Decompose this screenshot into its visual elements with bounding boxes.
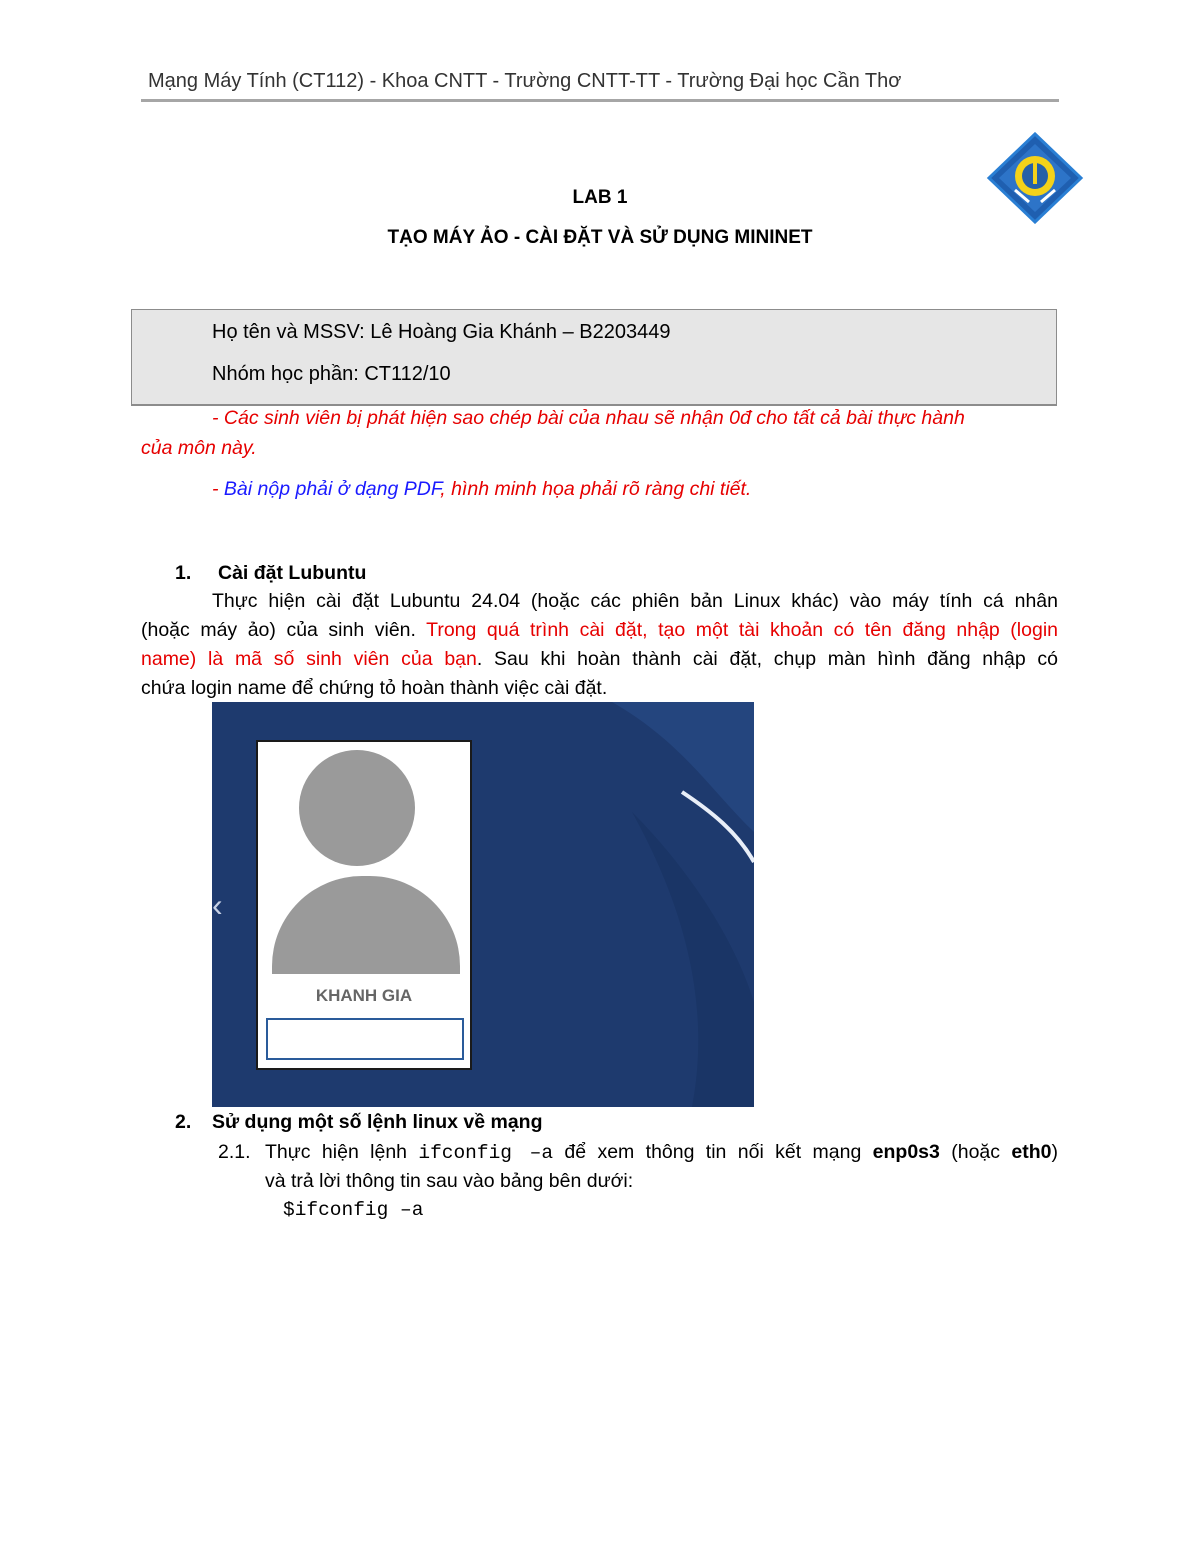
login-username: KHANH GIA xyxy=(315,986,413,1005)
section1-paragraph-line1: Thực hiện cài đặt Lubuntu 24.04 (hoặc các phiên bản Linux khác) vào máy tính cá nhân xyxy=(212,590,1058,612)
section1-paragraph-line2 xyxy=(141,616,1058,645)
illustration-requirement: , hình minh họa phải rõ ràng chi tiết. xyxy=(440,478,752,500)
paragraph-text: (hoặc máy ảo) của sinh viên. xyxy=(141,619,427,641)
instruction-text: ) xyxy=(1051,1141,1058,1163)
university-seal-icon xyxy=(985,132,1085,224)
section2-title: Sử dụng một số lệnh linux về mạng xyxy=(212,1111,543,1133)
login-requirement-cont: name) là mã số sinh viên của bạn xyxy=(141,648,477,670)
instruction-text: Thực hiện lệnh xyxy=(265,1141,419,1163)
section1-title: Cài đặt Lubuntu xyxy=(218,562,367,584)
section1-paragraph-line3 xyxy=(141,645,1058,674)
subsection-line2: và trả lời thông tin sau vào bảng bên dưới: xyxy=(265,1170,634,1192)
subsection-number: 2.1. xyxy=(218,1141,251,1163)
avatar-body-icon xyxy=(272,876,460,974)
login-screenshot xyxy=(212,702,754,1107)
note-dash: - xyxy=(212,478,224,500)
header-divider xyxy=(141,99,1059,102)
login-requirement: Trong quá trình cài đặt, tạo một tài khoản có tên đăng nhập (login xyxy=(426,619,1059,641)
inline-command: ifconfig –a xyxy=(418,1142,554,1164)
previous-user-arrow[interactable]: ‹ xyxy=(212,887,223,923)
command-example: $ifconfig –a xyxy=(283,1199,424,1221)
section2-number: 2. xyxy=(175,1111,192,1133)
lab-number-title: LAB 1 xyxy=(572,187,628,208)
plagiarism-warning-line1: - Các sinh viên bị phát hiện sao chép bài của nhau sẽ nhận 0đ cho tất cả bài thực hành xyxy=(212,407,965,429)
submission-format-note xyxy=(212,475,751,504)
instruction-text: (hoặc xyxy=(939,1141,1012,1163)
user-login-card[interactable] xyxy=(256,740,472,1070)
plagiarism-warning-line2: của môn này. xyxy=(141,437,257,459)
student-name-id: Họ tên và MSSV: Lê Hoàng Gia Khánh – B2203449 xyxy=(212,321,671,343)
password-input[interactable] xyxy=(266,1018,464,1060)
subsection-line1 xyxy=(265,1138,1058,1168)
interface-name: enp0s3 xyxy=(872,1141,940,1163)
paragraph-text: . Sau khi hoàn thành cài đặt, chụp màn hình đăng nhập có xyxy=(476,648,1059,670)
instruction-text: để xem thông tin nối kết mạng xyxy=(553,1141,873,1163)
interface-alt-name: eth0 xyxy=(1011,1141,1052,1163)
section1-number: 1. xyxy=(175,562,192,584)
lab-main-title: TẠO MÁY ẢO - CÀI ĐẶT VÀ SỬ DỤNG MININET xyxy=(387,227,813,248)
avatar-head-icon xyxy=(299,750,415,866)
section1-paragraph-line4: chứa login name để chứng tỏ hoàn thành việc cài đặt. xyxy=(141,677,608,699)
page-header: Mạng Máy Tính (CT112) - Khoa CNTT - Trường CNTT-TT - Trường Đại học Cần Thơ xyxy=(148,70,902,92)
course-group: Nhóm học phần: CT112/10 xyxy=(212,363,451,385)
pdf-requirement: Bài nộp phải ở dạng PDF xyxy=(223,478,441,500)
